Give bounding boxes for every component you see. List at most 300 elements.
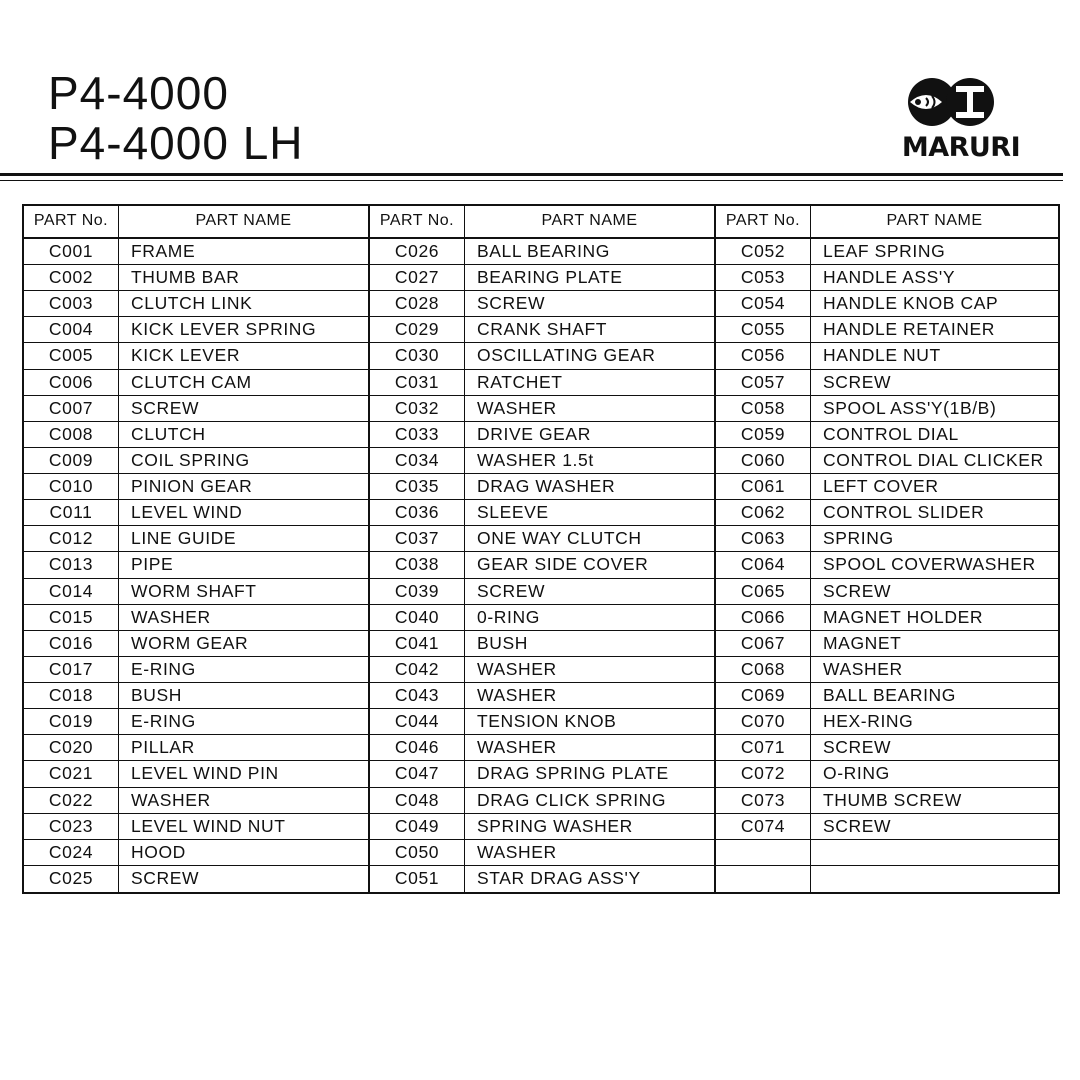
- part-name-cell: [119, 239, 368, 264]
- part-name: BEARING PLATE: [477, 267, 623, 288]
- part-number-cell: [24, 526, 119, 551]
- part-name: PILLAR: [131, 737, 195, 758]
- part-number-cell: [370, 761, 465, 786]
- part-name: WASHER 1.5t: [477, 449, 594, 470]
- parts-table: [22, 204, 1060, 894]
- table-row: [716, 448, 1058, 474]
- header-rule: [0, 173, 1063, 176]
- part-name: WASHER: [477, 658, 557, 679]
- part-number-cell: [370, 579, 465, 604]
- table-row: [716, 605, 1058, 631]
- part-number: C025: [48, 868, 94, 889]
- part-name: WASHER: [823, 658, 903, 679]
- part-name-cell: [811, 866, 1058, 892]
- part-name-cell: [119, 866, 368, 892]
- part-number: C035: [394, 476, 440, 497]
- part-number-cell: [370, 866, 465, 892]
- part-number-cell: [370, 500, 465, 525]
- part-name: KICK LEVER SPRING: [131, 319, 317, 340]
- table-row: [24, 761, 368, 787]
- part-number-cell: [24, 370, 119, 395]
- part-number-cell: [716, 526, 811, 551]
- part-number-cell: [716, 840, 811, 865]
- table-row: [716, 814, 1058, 840]
- part-name: BALL BEARING: [823, 685, 956, 706]
- part-name: WORM SHAFT: [131, 580, 257, 601]
- part-number-cell: [716, 422, 811, 447]
- header-cell: [119, 206, 368, 237]
- part-name: WASHER: [131, 789, 211, 810]
- part-name-cell: [119, 840, 368, 865]
- part-number: C071: [740, 737, 786, 758]
- table-row: [370, 396, 714, 422]
- part-number-cell: [370, 239, 465, 264]
- table-row: [24, 552, 368, 578]
- part-number-cell: [716, 552, 811, 577]
- part-number-cell: [370, 526, 465, 551]
- table-row: [716, 317, 1058, 343]
- part-number-cell: [716, 500, 811, 525]
- part-name: DRIVE GEAR: [477, 423, 591, 444]
- part-number-cell: [24, 291, 119, 316]
- part-number: C002: [48, 267, 94, 288]
- part-name: BUSH: [477, 632, 529, 653]
- fish-emblem-icon: [896, 74, 1026, 134]
- part-name: CLUTCH: [131, 423, 206, 444]
- part-name-cell: [811, 709, 1058, 734]
- part-name-cell: [119, 761, 368, 786]
- part-name: 0-RING: [477, 606, 540, 627]
- part-name: CONTROL DIAL: [823, 423, 959, 444]
- table-row: [24, 735, 368, 761]
- part-name: THUMB BAR: [131, 267, 240, 288]
- part-name: WASHER: [477, 841, 557, 862]
- part-number: C040: [394, 606, 440, 627]
- header-cell: [465, 206, 714, 237]
- part-name-cell: [465, 500, 714, 525]
- table-header: [716, 206, 1058, 239]
- part-name: PIPE: [131, 554, 174, 575]
- header-part-name: PART NAME: [541, 212, 638, 230]
- part-name: SPOOL ASS'Y(1B/B): [823, 397, 997, 418]
- part-name-cell: [811, 657, 1058, 682]
- part-name-cell: [811, 448, 1058, 473]
- table-row: [24, 605, 368, 631]
- part-number-cell: [370, 396, 465, 421]
- part-name-cell: [465, 422, 714, 447]
- part-number-cell: [24, 657, 119, 682]
- part-name: HOOD: [131, 841, 186, 862]
- part-name: BALL BEARING: [477, 240, 610, 261]
- part-number: C052: [740, 240, 786, 261]
- header-part-name: PART NAME: [195, 212, 292, 230]
- part-number: C004: [48, 319, 94, 340]
- part-number-cell: [716, 814, 811, 839]
- part-number-cell: [370, 709, 465, 734]
- part-number: C012: [48, 528, 94, 549]
- part-name: SCREW: [131, 868, 200, 889]
- model-title-line-1: P4-4000: [48, 67, 229, 119]
- part-name: STAR DRAG ASS'Y: [477, 868, 641, 889]
- part-name-cell: [811, 579, 1058, 604]
- part-name-cell: [811, 814, 1058, 839]
- part-name-cell: [465, 735, 714, 760]
- part-number-cell: [370, 422, 465, 447]
- part-number: C037: [394, 528, 440, 549]
- part-number-cell: [716, 788, 811, 813]
- part-name: HEX-RING: [823, 711, 914, 732]
- part-name: SCREW: [823, 815, 892, 836]
- table-row: [370, 265, 714, 291]
- part-number-cell: [370, 814, 465, 839]
- part-number: C028: [394, 293, 440, 314]
- part-number-cell: [370, 735, 465, 760]
- part-name-cell: [811, 422, 1058, 447]
- part-number-cell: [716, 866, 811, 892]
- part-number-cell: [716, 579, 811, 604]
- part-name-cell: [119, 343, 368, 368]
- part-number: C018: [48, 685, 94, 706]
- part-number: C044: [394, 711, 440, 732]
- table-row: [370, 526, 714, 552]
- part-number-cell: [716, 761, 811, 786]
- part-name: WORM GEAR: [131, 632, 249, 653]
- part-number: C060: [740, 449, 786, 470]
- part-number-cell: [24, 579, 119, 604]
- part-number-cell: [24, 396, 119, 421]
- table-row: [716, 422, 1058, 448]
- part-number: C067: [740, 632, 786, 653]
- part-name: E-RING: [131, 711, 196, 732]
- table-row: [24, 343, 368, 369]
- part-name-cell: [119, 683, 368, 708]
- table-row: [370, 761, 714, 787]
- part-number: C026: [394, 240, 440, 261]
- table-row: [716, 291, 1058, 317]
- part-number-cell: [370, 552, 465, 577]
- part-name: OSCILLATING GEAR: [477, 345, 656, 366]
- part-number: C015: [48, 606, 94, 627]
- table-row: [370, 291, 714, 317]
- table-row: [370, 343, 714, 369]
- part-name: SCREW: [823, 580, 892, 601]
- part-number-cell: [24, 788, 119, 813]
- part-name: SCREW: [823, 737, 892, 758]
- part-name-cell: [811, 500, 1058, 525]
- part-name-cell: [465, 448, 714, 473]
- part-number-cell: [24, 605, 119, 630]
- table-row: [370, 709, 714, 735]
- part-number-cell: [716, 239, 811, 264]
- table-row: [24, 448, 368, 474]
- table-row: [24, 474, 368, 500]
- part-name: CLUTCH CAM: [131, 371, 252, 392]
- header-part-no: PART No.: [33, 212, 109, 230]
- part-number: C042: [394, 658, 440, 679]
- table-row: [716, 396, 1058, 422]
- part-name: GEAR SIDE COVER: [477, 554, 649, 575]
- part-name: SCREW: [477, 580, 546, 601]
- part-number: C038: [394, 554, 440, 575]
- part-name-cell: [465, 605, 714, 630]
- table-row: [370, 788, 714, 814]
- part-number: C069: [740, 685, 786, 706]
- part-name: SCREW: [823, 371, 892, 392]
- table-row: [370, 370, 714, 396]
- part-number-cell: [24, 735, 119, 760]
- part-name: LEVEL WIND PIN: [131, 763, 279, 784]
- part-name: PINION GEAR: [131, 476, 253, 497]
- part-name: CONTROL DIAL CLICKER: [823, 449, 1044, 470]
- part-number: C072: [740, 763, 786, 784]
- table-section: [24, 206, 370, 892]
- part-name-cell: [465, 552, 714, 577]
- part-number: C055: [740, 319, 786, 340]
- part-number-cell: [716, 631, 811, 656]
- table-row: [24, 239, 368, 265]
- part-number: C041: [394, 632, 440, 653]
- part-name-cell: [119, 631, 368, 656]
- part-name: WASHER: [477, 397, 557, 418]
- table-row: [24, 500, 368, 526]
- part-number: C016: [48, 632, 94, 653]
- part-name-cell: [119, 657, 368, 682]
- part-number: C013: [48, 554, 94, 575]
- part-name-cell: [119, 552, 368, 577]
- part-name-cell: [811, 552, 1058, 577]
- table-row: [716, 552, 1058, 578]
- part-name-cell: [465, 657, 714, 682]
- table-row: [24, 396, 368, 422]
- part-number: C066: [740, 606, 786, 627]
- table-row: [716, 474, 1058, 500]
- part-number: C043: [394, 685, 440, 706]
- part-name-cell: [465, 866, 714, 892]
- part-name-cell: [811, 291, 1058, 316]
- table-row: [716, 631, 1058, 657]
- part-number: C030: [394, 345, 440, 366]
- part-name: O-RING: [823, 763, 890, 784]
- part-name-cell: [119, 370, 368, 395]
- part-number: C001: [48, 240, 94, 261]
- part-name: DRAG WASHER: [477, 476, 616, 497]
- part-name: HANDLE ASS'Y: [823, 267, 956, 288]
- part-name: KICK LEVER: [131, 345, 241, 366]
- table-row: [24, 814, 368, 840]
- part-name-cell: [811, 265, 1058, 290]
- part-number: C008: [48, 423, 94, 444]
- part-name-cell: [465, 840, 714, 865]
- part-number-cell: [24, 866, 119, 892]
- part-name-cell: [811, 317, 1058, 342]
- table-row: [24, 265, 368, 291]
- part-number: C023: [48, 815, 94, 836]
- part-name: LEVEL WIND: [131, 502, 243, 523]
- part-name-cell: [465, 239, 714, 264]
- part-number-cell: [716, 370, 811, 395]
- part-number-cell: [370, 474, 465, 499]
- table-row: [24, 579, 368, 605]
- part-name-cell: [811, 474, 1058, 499]
- part-number-cell: [24, 422, 119, 447]
- part-name: CRANK SHAFT: [477, 319, 608, 340]
- part-name-cell: [465, 396, 714, 421]
- table-row: [24, 317, 368, 343]
- part-name-cell: [465, 579, 714, 604]
- part-number: C039: [394, 580, 440, 601]
- header-cell: [370, 206, 465, 237]
- part-number: C053: [740, 267, 786, 288]
- table-row: [24, 788, 368, 814]
- part-name: SCREW: [131, 397, 200, 418]
- part-name: COIL SPRING: [131, 449, 250, 470]
- part-number: C068: [740, 658, 786, 679]
- table-row: [370, 631, 714, 657]
- part-number-cell: [24, 761, 119, 786]
- part-name: HANDLE NUT: [823, 345, 941, 366]
- part-number: C056: [740, 345, 786, 366]
- part-number: C062: [740, 502, 786, 523]
- part-number-cell: [24, 814, 119, 839]
- part-name-cell: [811, 605, 1058, 630]
- table-row: [716, 709, 1058, 735]
- table-row: [716, 239, 1058, 265]
- part-number: C010: [48, 476, 94, 497]
- part-number-cell: [370, 317, 465, 342]
- brand-name: MARURI: [901, 132, 1021, 163]
- part-name: DRAG SPRING PLATE: [477, 763, 669, 784]
- table-row: [716, 866, 1058, 892]
- part-name: CONTROL SLIDER: [823, 502, 985, 523]
- table-row: [716, 370, 1058, 396]
- part-number-cell: [716, 657, 811, 682]
- part-number-cell: [370, 657, 465, 682]
- part-number: C019: [48, 711, 94, 732]
- table-row: [24, 840, 368, 866]
- part-number: C070: [740, 711, 786, 732]
- header-cell: [716, 206, 811, 237]
- part-number-cell: [370, 840, 465, 865]
- table-row: [370, 605, 714, 631]
- table-row: [24, 683, 368, 709]
- part-number-cell: [716, 709, 811, 734]
- part-number: C058: [740, 397, 786, 418]
- part-name-cell: [465, 265, 714, 290]
- maruri-logo: [896, 74, 1026, 164]
- part-name-cell: [465, 343, 714, 368]
- part-name-cell: [811, 239, 1058, 264]
- part-number: C011: [49, 502, 93, 523]
- part-number-cell: [24, 317, 119, 342]
- part-number-cell: [370, 605, 465, 630]
- table-section: [716, 206, 1058, 892]
- part-name-cell: [465, 814, 714, 839]
- part-name-cell: [465, 317, 714, 342]
- part-number: C049: [394, 815, 440, 836]
- part-name: BUSH: [131, 685, 183, 706]
- part-name: MAGNET HOLDER: [823, 606, 984, 627]
- part-name: LEFT COVER: [823, 476, 939, 497]
- table-row: [370, 683, 714, 709]
- part-name-cell: [119, 265, 368, 290]
- part-number: C014: [48, 580, 94, 601]
- part-number-cell: [370, 683, 465, 708]
- part-number: C059: [740, 423, 786, 444]
- part-name-cell: [119, 317, 368, 342]
- part-number-cell: [24, 552, 119, 577]
- part-name: SPRING: [823, 528, 894, 549]
- table-section: [370, 206, 716, 892]
- part-number: C048: [394, 789, 440, 810]
- table-row: [716, 500, 1058, 526]
- table-row: [370, 579, 714, 605]
- part-number: C047: [394, 763, 440, 784]
- part-name-cell: [465, 291, 714, 316]
- part-number: C020: [48, 737, 94, 758]
- table-row: [716, 579, 1058, 605]
- part-name-cell: [119, 422, 368, 447]
- part-number-cell: [370, 343, 465, 368]
- part-number: C005: [48, 345, 94, 366]
- table-row: [716, 735, 1058, 761]
- table-row: [370, 840, 714, 866]
- part-name: CLUTCH LINK: [131, 293, 253, 314]
- part-number-cell: [716, 605, 811, 630]
- part-name: LINE GUIDE: [131, 528, 237, 549]
- part-number: C022: [48, 789, 94, 810]
- part-name-cell: [465, 370, 714, 395]
- part-name: SPOOL COVERWASHER: [823, 554, 1036, 575]
- part-name-cell: [119, 579, 368, 604]
- table-row: [24, 291, 368, 317]
- table-row: [370, 735, 714, 761]
- part-name-cell: [119, 474, 368, 499]
- header-cell: [811, 206, 1058, 237]
- header-rule-thin: [0, 180, 1063, 181]
- part-number: C029: [394, 319, 440, 340]
- part-number-cell: [24, 343, 119, 368]
- part-name-cell: [465, 631, 714, 656]
- part-number: C057: [740, 371, 786, 392]
- part-number: C031: [394, 371, 440, 392]
- part-name-cell: [119, 526, 368, 551]
- table-header: [370, 206, 714, 239]
- table-row: [370, 500, 714, 526]
- part-number: C003: [48, 293, 94, 314]
- part-number-cell: [24, 448, 119, 473]
- table-row: [24, 422, 368, 448]
- part-name: WASHER: [131, 606, 211, 627]
- part-name: TENSION KNOB: [477, 711, 617, 732]
- part-number: C050: [394, 841, 440, 862]
- part-number: C017: [48, 658, 94, 679]
- header-part-no: PART No.: [379, 212, 455, 230]
- part-number-cell: [370, 631, 465, 656]
- table-row: [370, 448, 714, 474]
- table-row: [370, 239, 714, 265]
- part-name-cell: [465, 683, 714, 708]
- part-number-cell: [370, 370, 465, 395]
- part-name-cell: [465, 474, 714, 499]
- part-name-cell: [811, 396, 1058, 421]
- part-name-cell: [119, 709, 368, 734]
- part-number: C032: [394, 397, 440, 418]
- part-number-cell: [24, 840, 119, 865]
- part-number-cell: [370, 788, 465, 813]
- part-name: WASHER: [477, 685, 557, 706]
- part-number-cell: [716, 474, 811, 499]
- table-row: [716, 343, 1058, 369]
